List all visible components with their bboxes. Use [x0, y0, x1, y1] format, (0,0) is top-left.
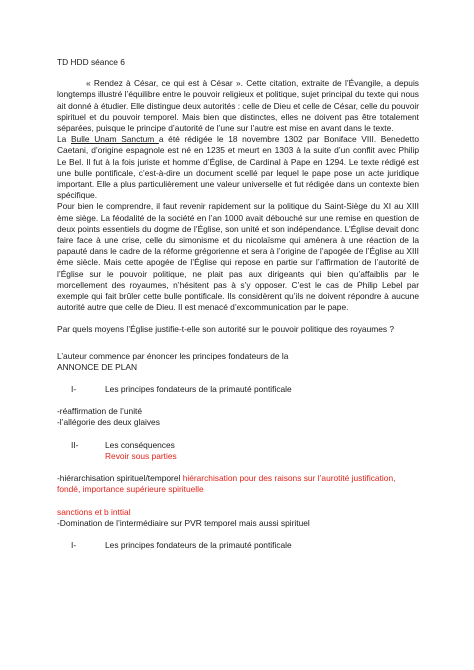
hierarchy-text: -hiérarchisation spirituel/temporel — [57, 473, 183, 484]
problematique: Par quels moyens l’Église justifie-t-elle son autorité sur le pouvoir politique des royaumes ? — [57, 324, 395, 335]
intro-paragraph: « Rendez à César, ce qui est à César ». Cette citation, extraite de l’Évangile, a depuis longtemps illustré l’équilibre entre le pouvoir religieux et politique, sujet principal du texte qui nous ait donné à étudier. Elle distingue deux autorités : celle de Dieu et celle de César, celle du pouvoir spirituel et du pouvoir temporel. Mais bien que distinctes, elles ne doivent pas être totalement séparées, puisque le principe d’autorité de l’une sur l’autre est mise en avant dans le texte. — [57, 78, 419, 134]
document-title: TD HDD séance 6 — [57, 57, 125, 67]
plan-part-1-title: Les principes fondateurs de la primauté pontificale — [105, 384, 292, 395]
plan-part-3-title: Les principes fondateurs de la primauté pontificale — [105, 539, 292, 550]
bulle-name: Bulle Unam Sanctum — [70, 134, 159, 145]
spacer — [57, 462, 419, 473]
bulle-paragraph — [57, 134, 419, 201]
bullet-domination: -Domination de l’intermédiaire sur PVR temporel mais aussi spirituel — [57, 517, 310, 528]
spacer — [57, 373, 419, 384]
hierarchy-annotation: hiérarchisation pour des raisons sur l’aurotité justification, fondé, importance supérieure spirituelle — [57, 473, 396, 495]
plan-part-2-title: Les conséquences — [105, 439, 175, 450]
annonce-heading: ANNONCE DE PLAN — [57, 361, 138, 372]
bullet-hierarchisation — [57, 473, 419, 495]
context-paragraph: Pour bien le comprendre, il faut revenir rapidement sur la politique du Saint-Siège du XI au XIII ème siège. La féodalité de la société en l’an 1000 avait débouché sur une remise en question de deux points essentiels du dogme de l’Église, son unité et son indépendance. L’Église devait donc faire face à une crise, celle du simonisme et du nicolaïsme qui amènera à une réaction de la papauté dans le cadre de la réforme grégorienne et sera à l’origine de l’apogée de l’Église au XIII ème siècle. Mais cette apogée de l’Église qui repose en partie sur l’affirmation de l’autorité de l’Église sur le pouvoir politique, ne plait pas aux dirigeants qui bien qu’affaiblis par le morcellement des royaumes, n’hésitent pas à s’y opposer. C’est le cas de Philip Lebel par exemple qui fait brûler cette bulle pontificale. Ils considèrent qu’ils ne doivent répondre à aucune autorité autre que celle de Dieu. Il est menacé d’excommunication par le pape. — [57, 201, 419, 313]
plan-part-2 — [57, 440, 419, 451]
spacer — [57, 429, 419, 440]
plan-part-2-numeral: II- — [71, 439, 79, 450]
sanctions-annotation: sanctions et b inttial — [57, 506, 131, 517]
bulle-rest: a été rédigée le 18 novembre 1302 par Boniface VIII. Benedetto Caetani, d’origine espagnole est né en 1235 et meurt en 1303 à la suite d’un conflit avec Philip Le Bel. Il fut à la fois juriste et homme d’Église, de Cardinal à Pape en 1294. Le texte rédigé est une bulle pontificale, c’est-à-dire un document scellé par lequel le pape pose un acte juridique important. Elle a plus particulièrement une valeur universelle et fut rédigée dans un contexte bien spécifique. — [57, 134, 419, 201]
bulle-prefix: La — [57, 134, 71, 145]
plan-part-2-note: Revoir sous parties — [105, 450, 177, 461]
plan-part-1 — [57, 384, 419, 395]
spacer — [57, 313, 419, 324]
plan-part-3-numeral: I- — [71, 539, 77, 550]
spacer — [57, 529, 419, 540]
spacer — [57, 395, 419, 406]
bullet-unite: -réaffirmation de l’unité — [57, 406, 143, 417]
bullet-glaives: -l’allégorie des deux glaives — [57, 417, 160, 428]
spacer — [57, 496, 419, 507]
spacer — [57, 336, 419, 351]
annonce-line-1: L’auteur commence par énoncer les principes fondateurs de la — [57, 350, 289, 361]
plan-part-3 — [57, 540, 419, 551]
plan-part-1-numeral: I- — [71, 384, 77, 395]
